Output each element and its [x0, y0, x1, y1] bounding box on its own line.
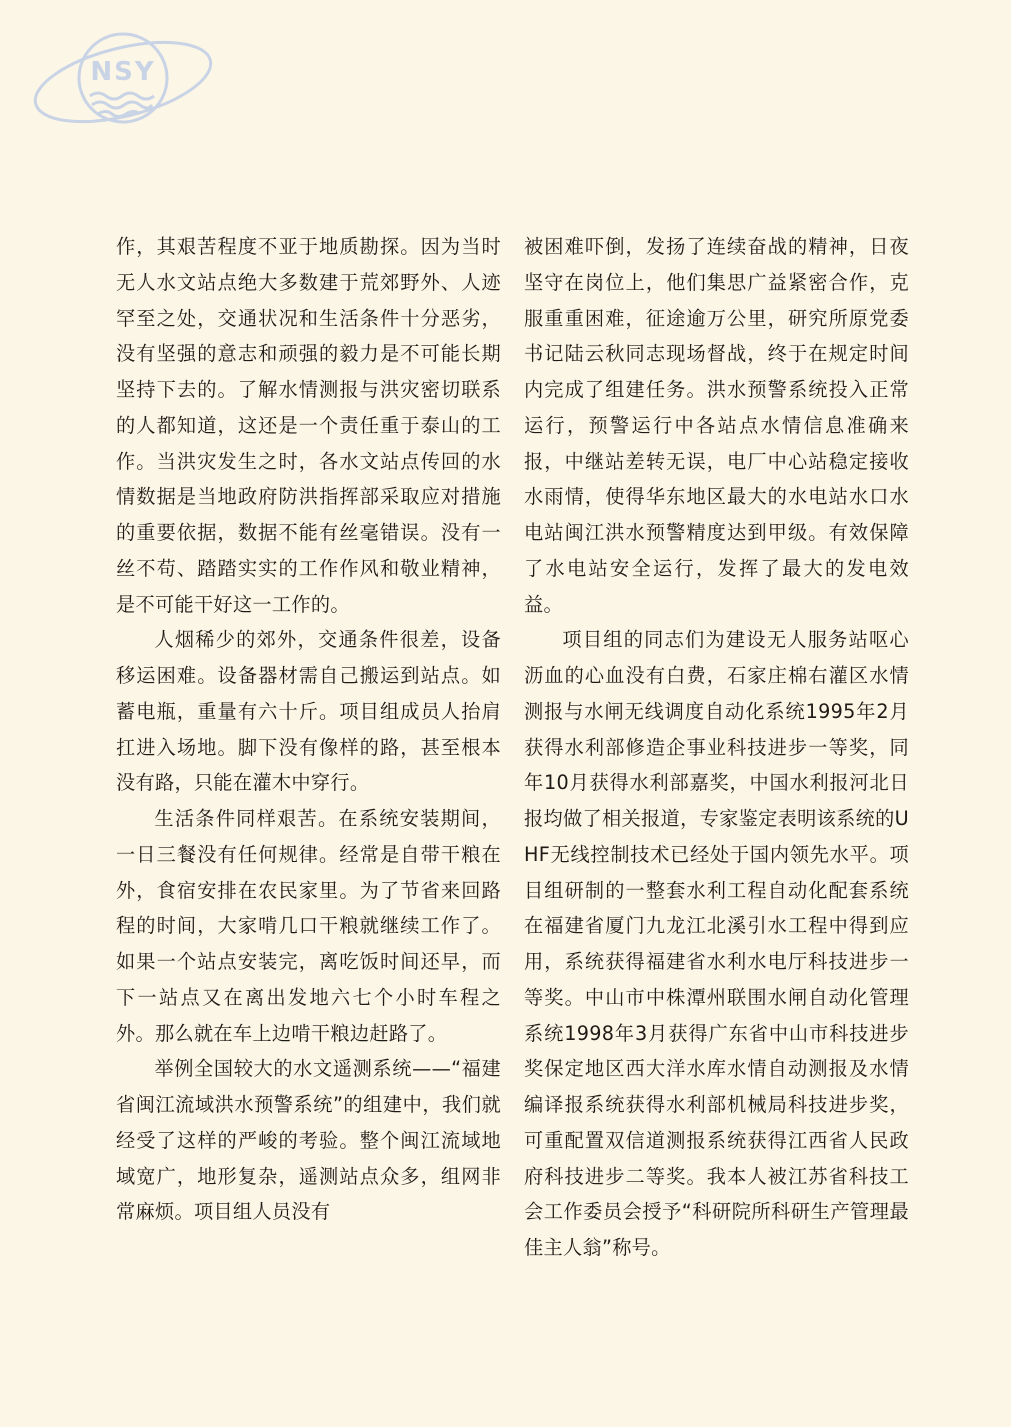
nsy-logo	[28, 18, 218, 136]
right-column	[524, 229, 909, 1266]
paragraph: 举例全国较大的水文遥测系统——“福建省闽江流域洪水预警系统”的组建中，我们就经受了这样的严峻的考验。整个闽江流域地域宽广，地形复杂，遥测站点众多，组网非常麻烦。项目组人员没有	[116, 1057, 501, 1224]
paragraph: 作，其艰苦程度不亚于地质勘探。因为当时无人水文站点绝大多数建于荒郊野外、人迹罕至之处，交通状况和生活条件十分恶劣，没有坚强的意志和顽强的毅力是不可能长期坚持下去的。了解水情测报与洪灾密切联系的人都知道，这还是一个责任重于泰山的工作。当洪灾发生之时，各水文站点传回的水情数据是当地政府防洪指挥部采取应对措施的重要依据，数据不能有丝毫错误。没有一丝不苟、踏踏实实的工作作风和敬业精神，是不可能干好这一工作的。	[116, 235, 501, 616]
left-column	[116, 229, 501, 1230]
paragraph: 生活条件同样艰苦。在系统安装期间，一日三餐没有任何规律。经常是自带干粮在外，食宿安排在农民家里。为了节省来回路程的时间，大家啃几口干粮就继续工作了。如果一个站点安装完，离吃饭时间还早，而下一站点又在离出发地六七个小时车程之外。那么就在车上边啃干粮边赶路了。	[116, 807, 501, 1045]
logo-lettering: NSY	[90, 57, 156, 87]
paragraph: 被困难吓倒，发扬了连续奋战的精神，日夜坚守在岗位上，他们集思广益紧密合作，克服重重困难，征途逾万公里，研究所原党委书记陆云秋同志现场督战，终于在规定时间内完成了组建任务。洪水预警系统投入正常运行，预警运行中各站点水情信息准确来报，中继站差转无误，电厂中心站稳定接收水雨情，使得华东地区最大的水电站水口水电站闽江洪水预警精度达到甲级。有效保障了水电站安全运行，发挥了最大的发电效益。	[524, 235, 909, 616]
paragraph: 项目组的同志们为建设无人服务站呕心沥血的心血没有白费，石家庄棉右灌区水情测报与水闸无线调度自动化系统1995年2月获得水利部修造企事业科技进步一等奖，同年10月获得水利部嘉奖，中国水利报河北日报均做了相关报道，专家鉴定表明该系统的UHF无线控制技术已经处于国内领先水平。项目组研制的一整套水利工程自动化配套系统在福建省厦门九龙江北溪引水工程中得到应用，系统获得福建省水利水电厅科技进步一等奖。中山市中株潭州联围水闸自动化管理系统1998年3月获得广东省中山市科技进步奖保定地区西大洋水库水情自动测报及水情编译报系统获得水利部机械局科技进步奖，可重配置双信道测报系统获得江西省人民政府科技进步二等奖。我本人被江苏省科技工会工作委员会授予“科研院所科研生产管理最佳主人翁”称号。	[524, 628, 909, 1259]
paragraph: 人烟稀少的郊外，交通条件很差，设备移运困难。设备器材需自己搬运到站点。如蓄电瓶，重量有六十斤。项目组成员人抬肩扛进入场地。脚下没有像样的路，甚至根本没有路，只能在灌木中穿行。	[116, 628, 501, 795]
